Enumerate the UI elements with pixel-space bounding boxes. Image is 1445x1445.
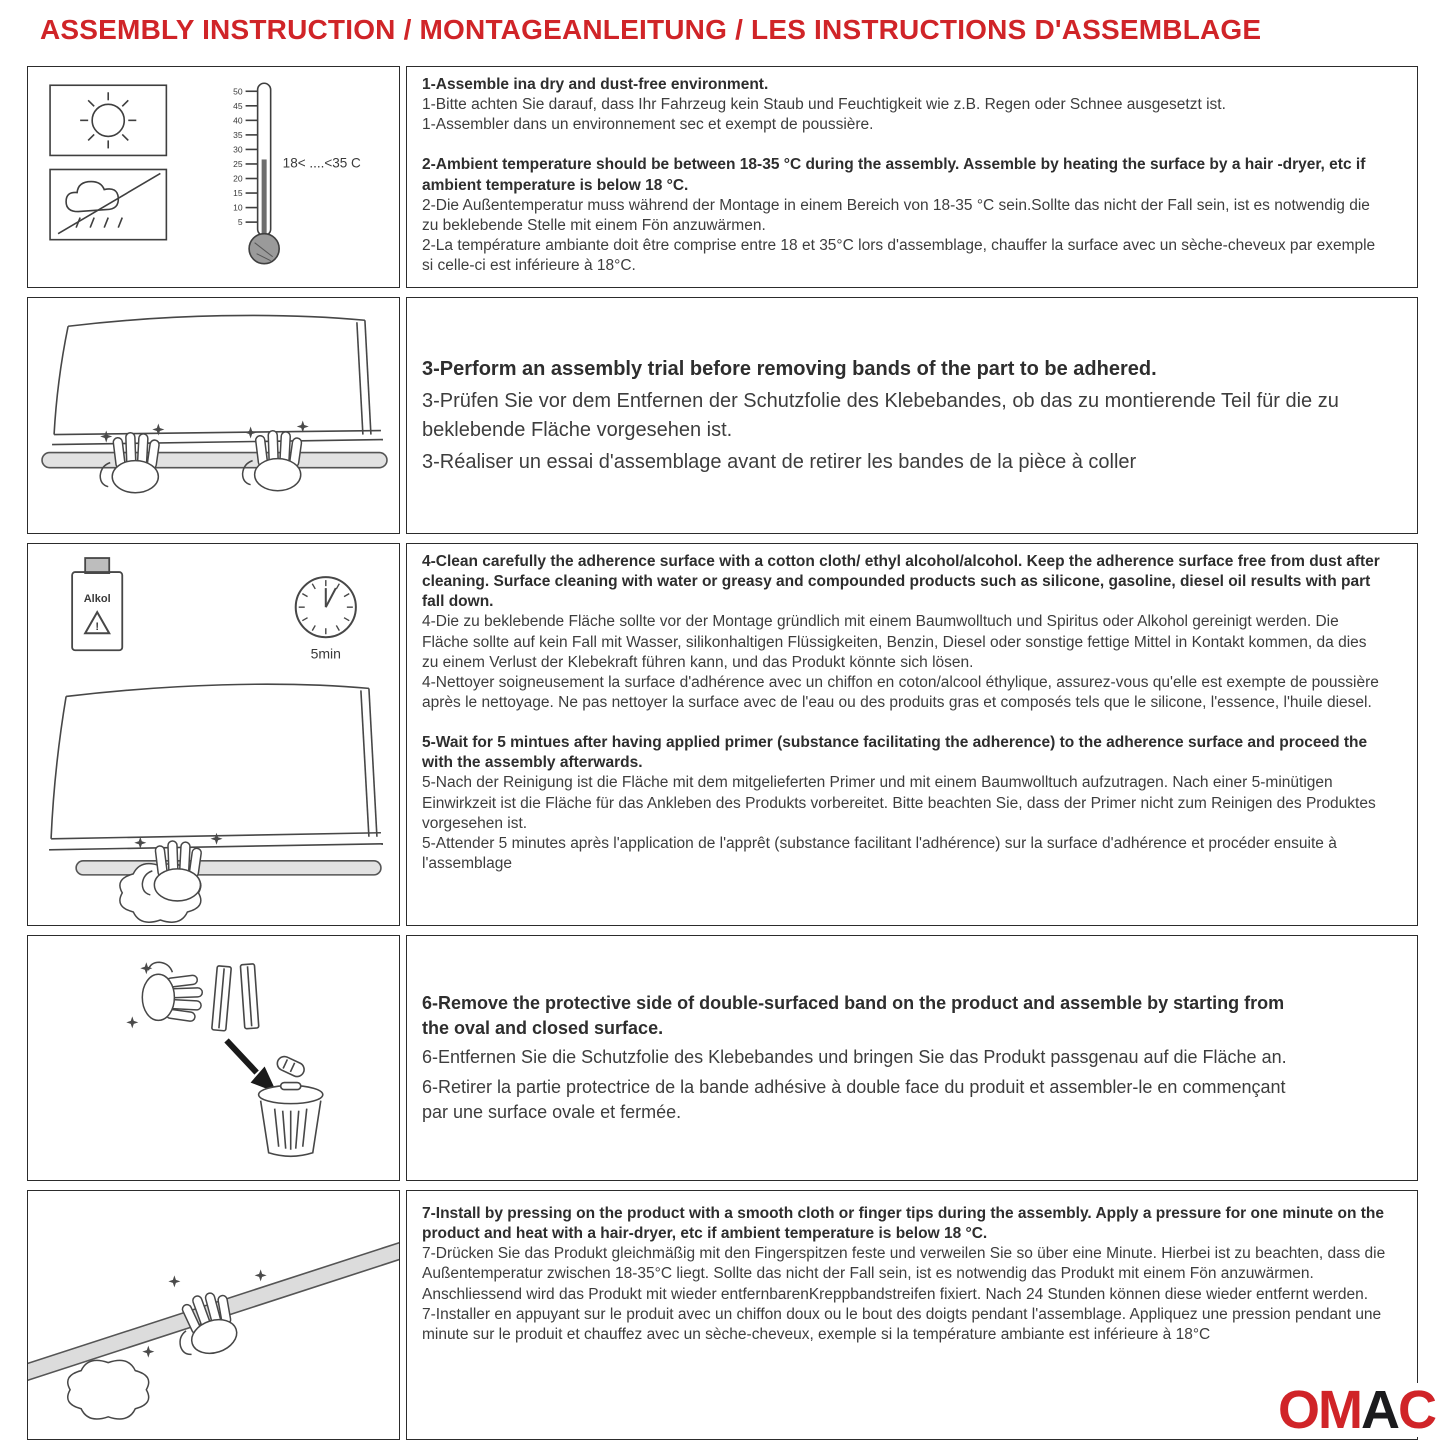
logo-letter-m: M (1318, 1380, 1361, 1440)
protective-band-strips (212, 964, 259, 1031)
svg-text:30: 30 (233, 144, 243, 155)
step-4-en: 4-Clean carefully the adherence surface with a cotton cloth/ ethyl alcohol/alcohol. Keep the adherence surface free from dust after cleaning. Surface cleaning with water or greasy and compounded products such as silicone, gasoline, diesel oil results with part fall down. (422, 553, 1380, 611)
step-row-1-2 (27, 66, 1418, 288)
step-1-de: 1-Bitte achten Sie darauf, dass Ihr Fahrzeug kein Staub und Feuchtigkeit wie z.B. Regen oder Schnee ausgesetzt ist. (422, 96, 1226, 114)
svg-text:35: 35 (233, 129, 243, 140)
svg-text:15: 15 (233, 188, 243, 199)
step-3-de: 3-Prüfen Sie vor dem Entfernen der Schutzfolie des Klebebandes, ob das zu montierende Teil für die zu beklebende Fläche vorgesehen ist. (422, 390, 1339, 441)
illustration-cleaning (27, 543, 400, 926)
step-4-fr: 4-Nettoyer soigneusement la surface d'adhérence avec un chiffon en coton/alcool éthylique, assurez-vous qu'elle est exempte de poussière après le nettoyage. Ne pas nettoyer la surface avec de l'eau ou des produits gras et composés tels que le silicone, l'essence, l'huile diesel. (422, 673, 1379, 711)
door-trim-hands-icon (52, 315, 383, 444)
step-2-fr: 2-La température ambiante doit être comprise entre 18 et 35°C lors d'assemblage, chauffer la surface avec un sèche-cheveux par exemple si celle-ci est inférieure à 18°C. (422, 236, 1376, 275)
svg-text:40: 40 (233, 115, 243, 126)
step-6-text (406, 935, 1418, 1181)
clock-icon (296, 577, 356, 637)
clock-duration-label: 5min (310, 645, 341, 662)
step-row-3 (27, 297, 1418, 534)
step-4-5-text (406, 543, 1418, 926)
svg-text:5: 5 (237, 217, 243, 228)
logo-letter-o: O (1278, 1380, 1319, 1440)
warning-mark: ! (95, 621, 100, 634)
svg-text:45: 45 (233, 100, 243, 111)
step-7-text (406, 1190, 1418, 1440)
arrow-icon (227, 1040, 257, 1072)
omac-logo (1272, 1380, 1435, 1440)
svg-text:10: 10 (233, 202, 243, 213)
peel-band-hand-icon (142, 962, 202, 1021)
thermometer-mercury (262, 159, 267, 235)
step-6-fr: 6-Retirer la partie protectrice de la bande adhésive à double face du produit et assembler-le en commençant par une surface ovale et fermée. (422, 1076, 1286, 1122)
no-rain-icon (58, 173, 160, 233)
cloth-icon (68, 1360, 149, 1419)
illustration-remove-band (27, 935, 400, 1181)
step-3-fr: 3-Réaliser un essai d'assemblage avant de retirer les bandes de la pièce à coller (422, 450, 1137, 473)
step-4-de: 4-Die zu beklebende Fläche sollte vor der Montage gründlich mit einem Baumwolltuch und Spiritus oder Alkohol gereinigt werden. Die Fläche sollte auf kein Fall mit Wasser, silikonhaltigen Flüssigkeiten, Benzin, Diesel oder sonstige fettige Mittel in Kontakt kommen, da dies zu einem Verlust der Klebekraft führen kann, und das Produkt könnte sich lösen. (422, 613, 1367, 671)
step-3-text (406, 297, 1418, 534)
logo-letter-a: A (1361, 1380, 1398, 1440)
alcohol-label: Alkol (83, 593, 111, 606)
thermometer-scale (233, 86, 243, 227)
instruction-rows (27, 66, 1418, 1440)
step-row-7 (27, 1190, 1418, 1440)
step-2-de: 2-Die Außentemperatur muss während der Montage in einem Bereich von 18-35 °C sein.Sollte das nicht der Fall sein, ist es notwendig die zu beklebende Stelle mit einem Fön anzuwärmen. (422, 196, 1370, 234)
step-row-4-5 (27, 543, 1418, 926)
sun-icon (80, 92, 136, 148)
thermometer-icon (246, 83, 271, 235)
left-hand-icon (100, 433, 159, 493)
step-6-en: 6-Remove the protective side of double-surfaced band on the product and assemble by starting from the oval and closed surface. (422, 993, 1285, 1039)
step-row-6 (27, 935, 1418, 1181)
step-1-2-text (406, 66, 1418, 288)
illustration-assembly-trial (27, 297, 400, 534)
step-1-en: 1-Assemble ina dry and dust-free environment. (422, 76, 769, 93)
step-7-en: 7-Install by pressing on the product with a smooth cloth or finger tips during the assembly. Apply a pressure for one minute on the product and heat with a hair-dryer, etc if ambient temperature is below 18 °C. (422, 1205, 1384, 1243)
page-title: ASSEMBLY INSTRUCTION / MONTAGEANLEITUNG / LES INSTRUCTIONS D'ASSEMBLAGE (40, 14, 1262, 45)
logo-letter-c: C (1398, 1380, 1435, 1440)
step-1-fr: 1-Assembler dans un environnement sec et exempt de poussière. (422, 116, 874, 134)
right-hand-icon (243, 431, 302, 491)
step-3-en: 3-Perform an assembly trial before removing bands of the part to be adhered. (422, 357, 1157, 380)
trim-strip (42, 453, 387, 468)
illustration-press-install (27, 1190, 400, 1440)
door-sketch (49, 684, 383, 850)
step-5-de: 5-Nach der Reinigung ist die Fläche mit dem mitgelieferten Primer und mit einem Baumwolltuch aufzutragen. Nach einer 5-minütigen Einwirkzeit ist die Fläche für das Ankleben des Produkts vorbereitet. Bitte beachten Sie, dass der Primer nicht zum Reinigen des Produktes vorgesehen ist. (422, 774, 1376, 832)
svg-text:25: 25 (233, 158, 243, 169)
step-6-de: 6-Entfernen Sie die Schutzfolie des Klebebandes und bringen Sie das Produkt passgenau auf die Fläche an. (422, 1047, 1287, 1068)
step-5-en: 5-Wait for 5 mintues after having applied primer (substance facilitating the adherence) to the adherence surface and proceed the with the assembly afterwards. (422, 734, 1368, 772)
step-7-fr: 7-Installer en appuyant sur le produit avec un chiffon doux ou le bout des doigts pendant l'assemblage. Appliquez une pression pendant une minute sur le produit et chauffez avec un sèche-cheveux, exemple si la température ambiante est inférieure à 18°C (422, 1305, 1382, 1343)
illustration-environment-temperature (27, 66, 400, 288)
svg-text:20: 20 (233, 173, 243, 184)
trim-strip (76, 861, 381, 875)
step-2-en: 2-Ambient temperature should be between 18-35 °C during the assembly. Assemble by heating the surface by a hair -dryer, etc if ambient temperature is below 18 °C. (422, 156, 1366, 194)
trash-can-icon (259, 1054, 323, 1156)
thermometer-range-label: 18< ....<35 C (282, 155, 361, 171)
step-5-fr: 5-Attender 5 minutes après l'application de l'apprêt (substance facilitant l'adhérence) sur la surface d'adhérence et procéder ensuite à l'assemblage (422, 834, 1337, 872)
thermometer-bulb (249, 234, 279, 264)
svg-text:50: 50 (233, 86, 243, 97)
step-7-de: 7-Drücken Sie das Produkt gleichmäßig mit den Fingerspitzen feste und verweilen Sie so über eine Minute. Hierbei ist zu beachten, dass die Außentemperatur zwischen 18-35°C liegt. Sollte das nicht der Fall sein, ist es notwendig das Produkt mit einem Fön anzuwärmen. Anschliessend wird das Produkt mit wieder entfernbarenKreppbandstreifen fixiert. Nach 24 Stunden können diese wieder entfernt werden. (422, 1245, 1386, 1303)
